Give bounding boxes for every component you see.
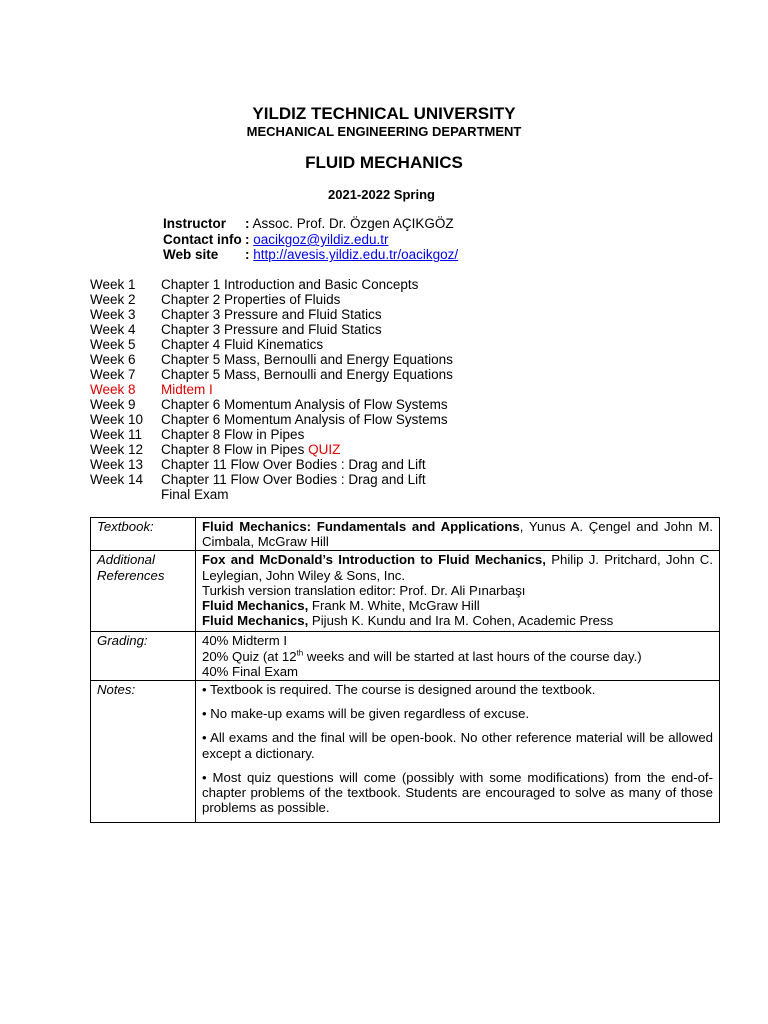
notes-content [196,681,720,823]
schedule-topic: Chapter 3 Pressure and Fluid Statics [161,307,382,322]
reference-title: Fluid Mechanics, [202,613,309,629]
website-link[interactable]: http://avesis.yildiz.edu.tr/oacikgoz/ [253,247,459,262]
schedule-row [90,337,453,352]
schedule-week: Week 4 [90,322,136,337]
reference-title: Fox and McDonald’s Introduction to Fluid Mechanics, [202,552,546,568]
schedule-row [90,412,453,427]
schedule-row [90,427,453,442]
instructor-label: Instructor [163,216,227,231]
schedule-week: Week 2 [90,292,136,307]
schedule-row [90,382,453,397]
textbook-content [196,518,720,551]
grading-quiz-sup: th [296,648,304,658]
grading-quiz-text-rest: weeks and will be started at last hours of the course day.) [303,648,642,664]
grading-midterm: 40% Midterm I [202,633,288,649]
website-line [163,247,458,262]
course-title: FLUID MECHANICS [305,153,463,172]
grading-quiz [202,649,713,664]
instructor-sep: : [245,216,250,231]
schedule-week: Week 5 [90,337,136,352]
instructor-value: Assoc. Prof. Dr. Özgen AÇIKGÖZ [252,216,454,231]
grading-row [91,632,720,681]
weekly-schedule [90,277,453,502]
contact-email-link[interactable]: oacikgoz@yildiz.edu.tr [253,232,389,247]
reference-details: Frank M. White, McGraw Hill [308,598,480,614]
website-label: Web site [163,247,219,262]
schedule-row [90,307,453,322]
schedule-week: Week 8 [90,382,136,397]
grading-content [196,632,720,681]
schedule-topic: Midtem I [161,382,213,397]
reference-details: Turkish version translation editor: Prof. Dr. Ali Pınarbaşı [202,582,526,598]
schedule-row [90,292,453,307]
reference-item [202,552,713,582]
schedule-quiz-tag: QUIZ [308,442,341,457]
textbook-row [91,518,720,551]
note-item: • No make-up exams will be given regardless of excuse. [202,706,530,722]
grading-quiz-text: 20% Quiz (at 12 [202,648,297,664]
website-sep: : [245,247,250,262]
schedule-topic: Chapter 5 Mass, Bernoulli and Energy Equations [161,352,453,367]
university-title: YILDIZ TECHNICAL UNIVERSITY [252,104,516,123]
schedule-row [90,322,453,337]
references-label: Additional References [91,551,196,632]
schedule-row [90,277,453,292]
schedule-week: Week 1 [90,277,136,292]
schedule-week: Week 7 [90,367,136,382]
schedule-week: Week 14 [90,472,144,487]
notes-row [91,681,720,823]
grading-label: Grading: [91,632,196,681]
schedule-week: Week 9 [90,397,136,412]
schedule-week: Week 13 [90,457,144,472]
contact-label: Contact info [163,232,242,247]
schedule-topic: Chapter 8 Flow in Pipes [161,442,305,457]
schedule-row [90,487,453,502]
schedule-row [90,352,453,367]
schedule-topic: Chapter 8 Flow in Pipes [161,427,305,442]
schedule-week: Week 6 [90,352,136,367]
note-item: • Textbook is required. The course is designed around the textbook. [202,682,596,698]
textbook-label: Textbook: [91,518,196,551]
references-content [196,551,720,632]
contact-sep: : [245,232,250,247]
textbook-authors: , Yunus A. Çengel and John M. Cimbala, McGraw Hill [202,519,713,550]
reference-title: Fluid Mechanics, [202,598,309,614]
reference-item [202,613,713,628]
note-item: • All exams and the final will be open-book. No other reference material will be allowed except a dictionary. [202,730,713,761]
reference-details: Philip J. Pritchard, John C. Leylegian, John Wiley & Sons, Inc. [202,552,713,583]
schedule-row [90,367,453,382]
schedule-topic: Chapter 1 Introduction and Basic Concepts [161,277,419,292]
schedule-topic: Chapter 11 Flow Over Bodies : Drag and Lift [161,457,426,472]
textbook-title: Fluid Mechanics: Fundamentals and Applications [202,519,520,534]
schedule-topic: Final Exam [161,487,229,502]
schedule-row [90,397,453,412]
schedule-topic: Chapter 11 Flow Over Bodies : Drag and Lift [161,472,426,487]
notes-label: Notes: [91,681,196,823]
contact-line [163,232,389,247]
schedule-topic: Chapter 4 Fluid Kinematics [161,337,324,352]
reference-item [202,583,713,598]
reference-item [202,598,713,613]
course-details-table [90,517,720,823]
schedule-topic: Chapter 5 Mass, Bernoulli and Energy Equations [161,367,453,382]
grading-final: 40% Final Exam [202,663,299,679]
schedule-row [90,457,453,472]
schedule-topic: Chapter 6 Momentum Analysis of Flow Systems [161,412,448,427]
schedule-week: Week 12 [90,442,144,457]
schedule-topic: Chapter 6 Momentum Analysis of Flow Systems [161,397,448,412]
schedule-row [90,472,453,487]
schedule-week: Week 10 [90,412,144,427]
term: 2021-2022 Spring [328,187,435,202]
note-item: • Most quiz questions will come (possibly with some modifications) from the end-of-chapter problems of the textbook. Students are encouraged to solve as many of those problems as possible. [202,769,713,816]
schedule-topic: Chapter 2 Properties of Fluids [161,292,341,307]
schedule-topic: Chapter 3 Pressure and Fluid Statics [161,322,382,337]
schedule-row [90,442,453,457]
schedule-week: Week 11 [90,427,143,442]
reference-details: Pijush K. Kundu and Ira M. Cohen, Academic Press [308,613,614,629]
department-title: MECHANICAL ENGINEERING DEPARTMENT [246,124,522,139]
instructor-line [163,216,454,231]
references-row [91,551,720,632]
schedule-week: Week 3 [90,307,136,322]
